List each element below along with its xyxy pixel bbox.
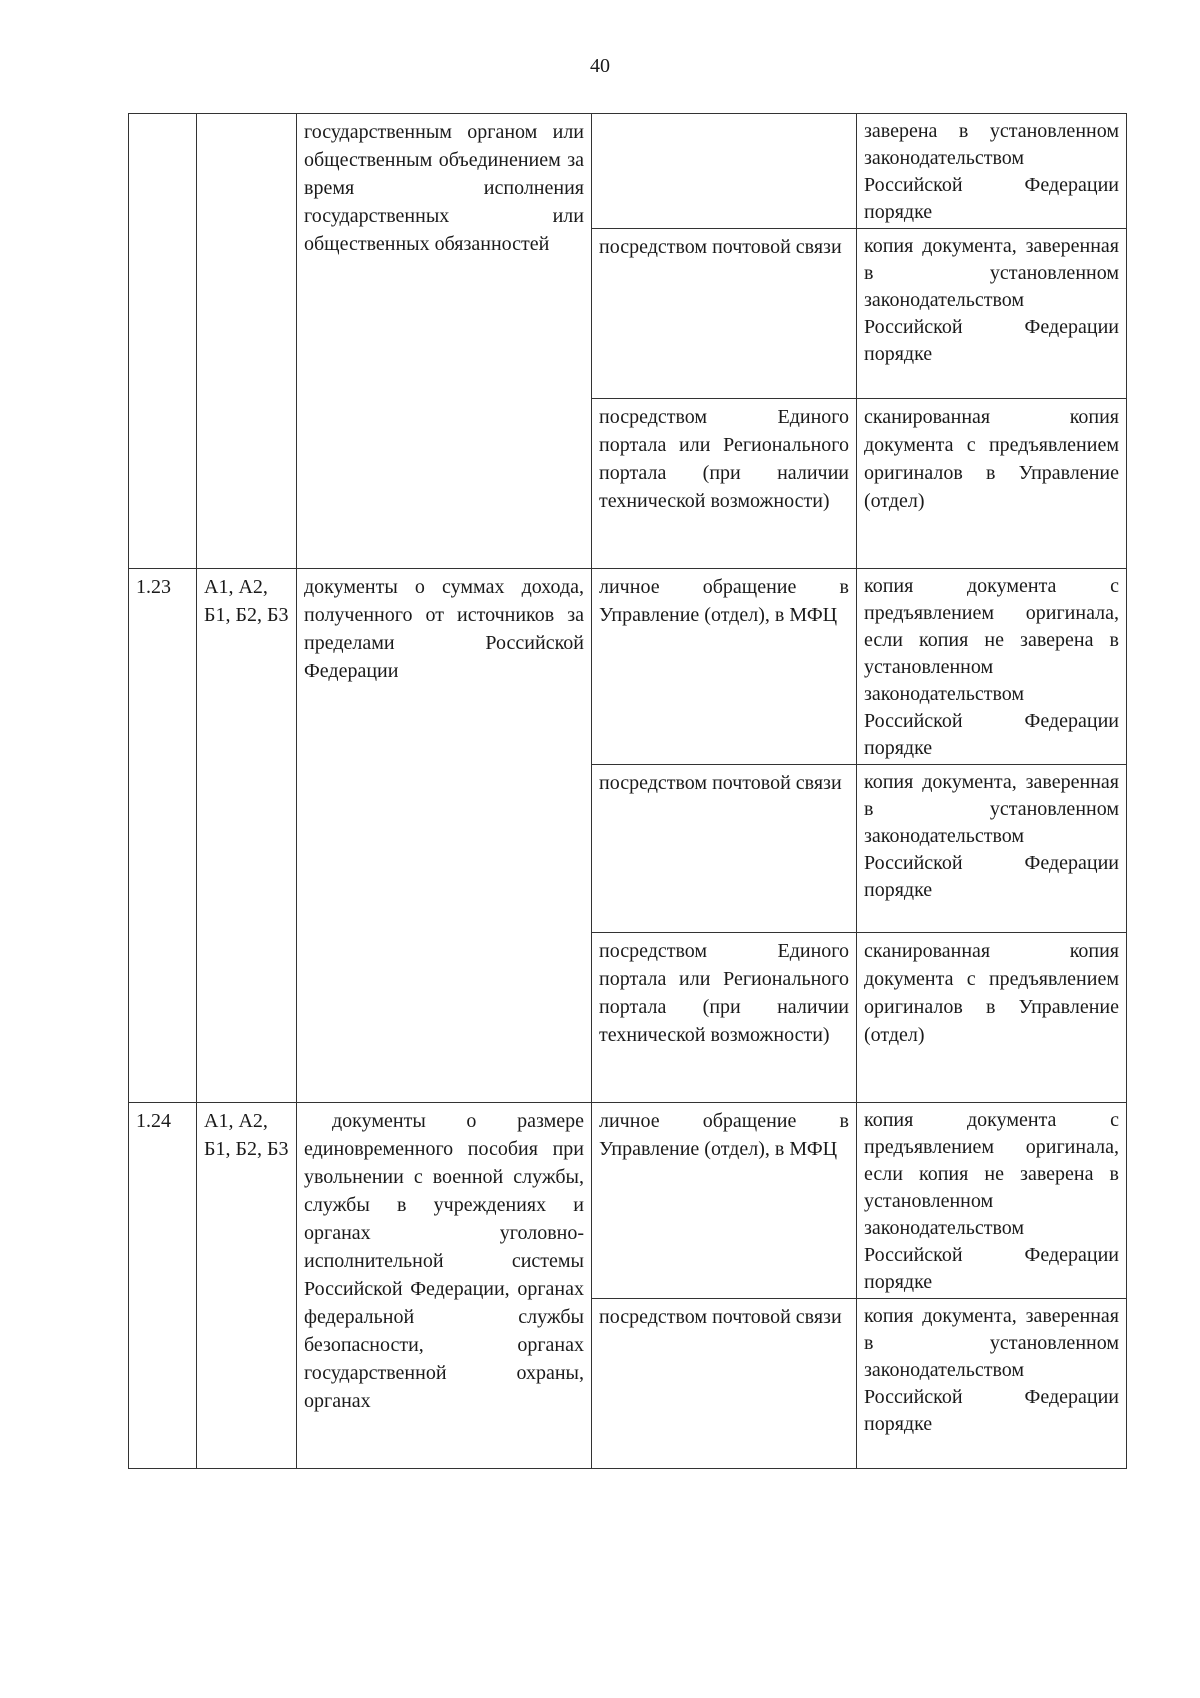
row-method: посредством Единого портала или Регионального портала (при наличии технической возможности) [592, 399, 857, 569]
row-form: копия документа, заверенная в установленном законодательством Российской Федерации порядке [857, 1299, 1127, 1469]
row-form: копия документа с предъявлением оригинала, если копия не заверена в установленном законодательством Российской Федерации порядке [857, 569, 1127, 765]
row-categories [197, 114, 297, 569]
row-method: посредством почтовой связи [592, 765, 857, 933]
row-number: 1.24 [129, 1103, 197, 1469]
row-method: посредством почтовой связи [592, 1299, 857, 1469]
row-method [592, 114, 857, 229]
row-categories: А1, А2, Б1, Б2, Б3 [197, 1103, 297, 1469]
row-form: копия документа, заверенная в установленном законодательством Российской Федерации порядке [857, 765, 1127, 933]
row-form: сканированная копия документа с предъявлением оригиналов в Управление (отдел) [857, 399, 1127, 569]
table-row [129, 114, 1127, 229]
row-method: посредством Единого портала или Регионального портала (при наличии технической возможности) [592, 933, 857, 1103]
row-document: документы о суммах дохода, полученного от источников за пределами Российской Федерации [297, 569, 592, 1103]
row-categories: А1, А2, Б1, Б2, Б3 [197, 569, 297, 1103]
row-form: заверена в установленном законодательством Российской Федерации порядке [857, 114, 1127, 229]
row-method: посредством почтовой связи [592, 229, 857, 399]
documents-table [128, 113, 1127, 1469]
row-form: копия документа, заверенная в установленном законодательством Российской Федерации порядке [857, 229, 1127, 399]
row-method: личное обращение в Управление (отдел), в МФЦ [592, 1103, 857, 1299]
row-number: 1.23 [129, 569, 197, 1103]
table-row [129, 569, 1127, 765]
row-document [297, 1103, 592, 1469]
row-document-text: документы о размере единовременного пособия при увольнении с военной службы, службы в учреждениях и органах уголовно-исполнительной системы Российской Федерации, органах федеральной службы безопасности, органах государственной охраны, органах [304, 1110, 584, 1412]
row-document: государственным органом или общественным объединением за время исполнения государственных или общественных обязанностей [297, 114, 592, 569]
row-form: сканированная копия документа с предъявлением оригиналов в Управление (отдел) [857, 933, 1127, 1103]
row-method: личное обращение в Управление (отдел), в МФЦ [592, 569, 857, 765]
table-row [129, 1103, 1127, 1299]
row-form: копия документа с предъявлением оригинала, если копия не заверена в установленном законодательством Российской Федерации порядке [857, 1103, 1127, 1299]
page-number: 40 [590, 55, 610, 77]
row-number [129, 114, 197, 569]
